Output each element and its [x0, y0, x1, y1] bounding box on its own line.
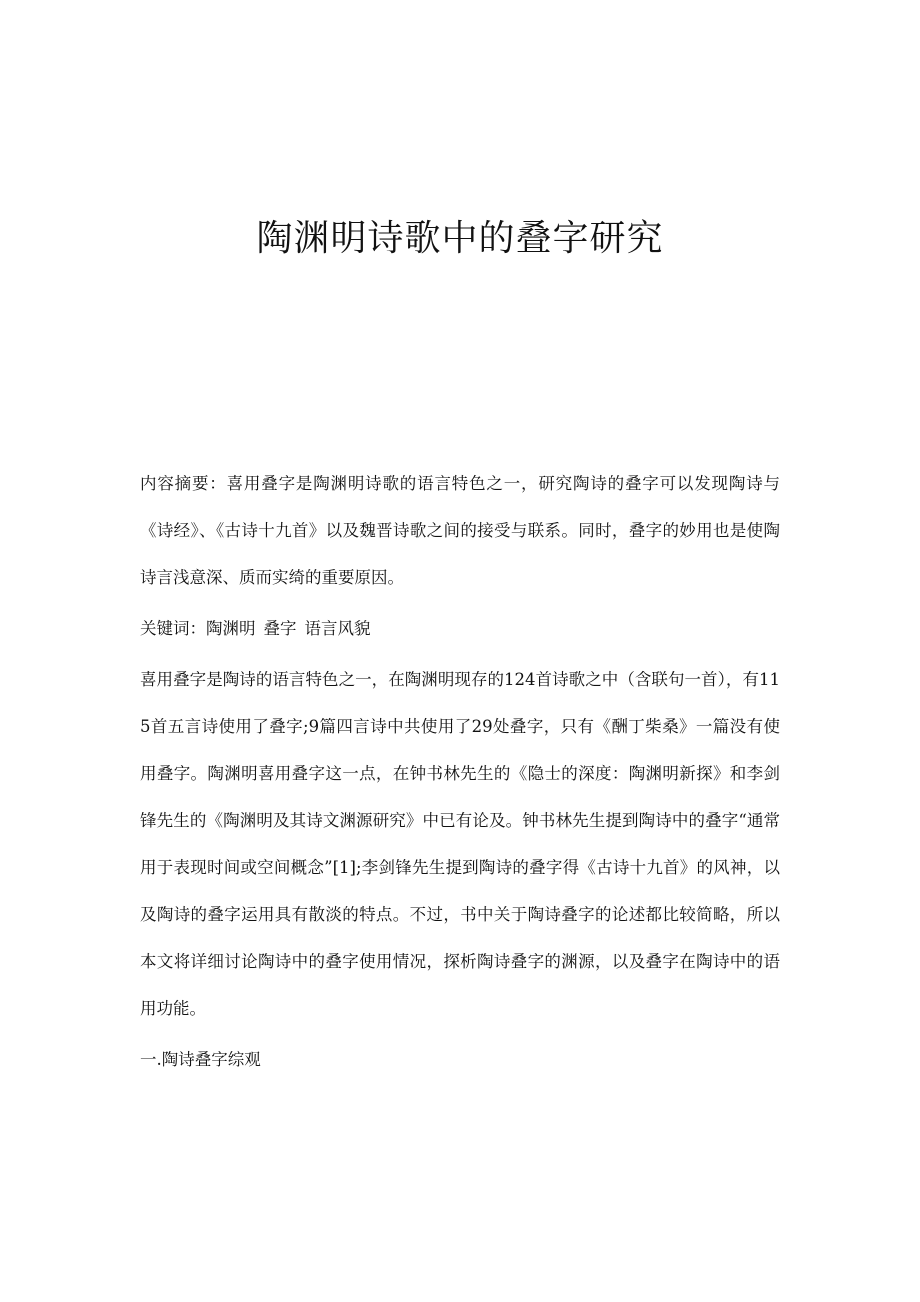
keyword-term: 语言风貌 — [304, 619, 371, 638]
keyword-term: 陶渊明 — [206, 619, 256, 638]
document-content — [140, 460, 780, 1083]
keyword-term: 叠字 — [263, 619, 297, 638]
keywords-line — [140, 605, 780, 652]
body-paragraph: 喜用叠字是陶诗的语言特色之一，在陶渊明现存的124首诗歌之中（含联句一首），有115首五言诗使用了叠字;9篇四言诗中共使用了29处叠字，只有《酬丁柴桑》一篇没有使用叠字。陶渊明喜用叠字这一点，在钟书林先生的《隐士的深度：陶渊明新探》和李剑锋先生的《陶渊明及其诗文渊源研究》中已有论及。钟书林先生提到陶诗中的叠字“通常用于表现时间或空间概念”[1];李剑锋先生提到陶诗的叠字得《古诗十九首》的风神，以及陶诗的叠字运用具有散淡的特点。不过，书中关于陶诗叠字的论述都比较简略，所以本文将详细讨论陶诗中的叠字使用情况，探析陶诗叠字的渊源，以及叠字在陶诗中的语用功能。 — [140, 670, 780, 1018]
abstract-text: 喜用叠字是陶渊明诗歌的语言特色之一，研究陶诗的叠字可以发现陶诗与《诗经》、《古诗十九首》以及魏晋诗歌之间的接受与联系。同时，叠字的妙用也是使陶诗言浅意深、质而实绮的重要原因。 — [140, 474, 781, 587]
abstract-label: 内容摘要： — [140, 474, 227, 493]
document-title: 陶渊明诗歌中的叠字研究 — [256, 218, 664, 259]
keywords-label: 关键词： — [140, 619, 206, 638]
abstract-paragraph — [140, 460, 780, 601]
section-heading: 一.陶诗叠字综观 — [140, 1050, 261, 1069]
